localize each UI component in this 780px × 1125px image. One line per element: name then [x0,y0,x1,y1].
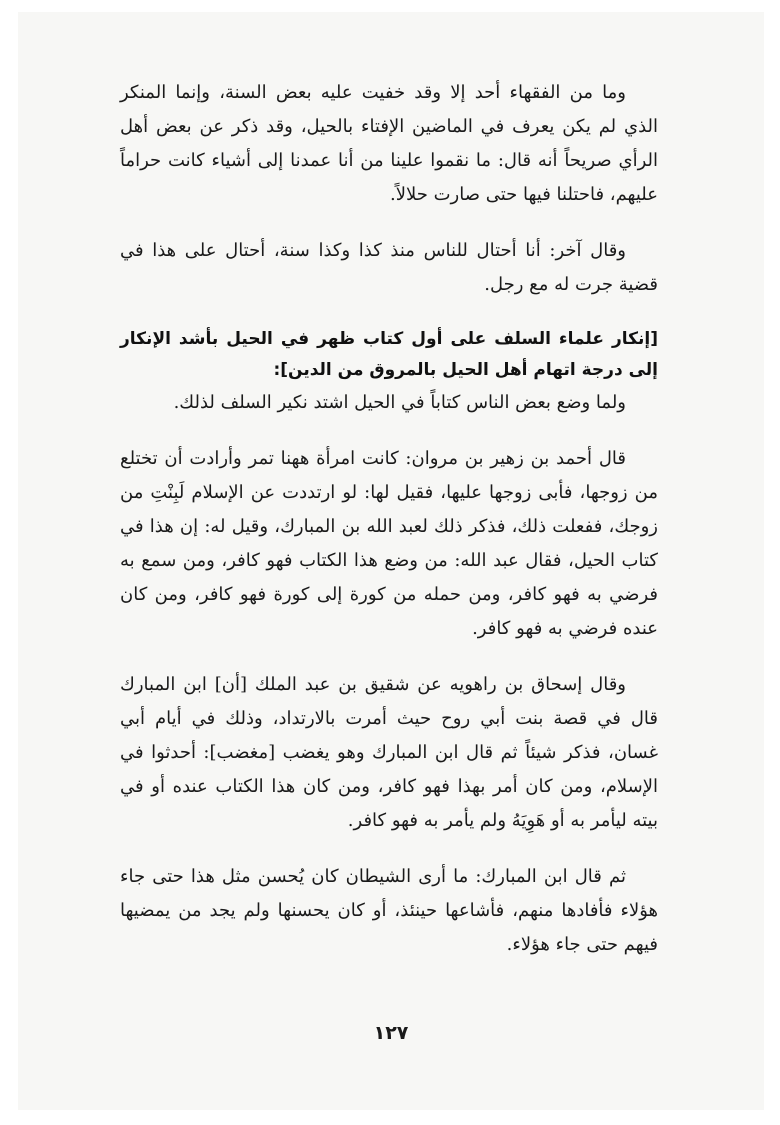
paragraph-5: وقال إسحاق بن راهويه عن شقيق بن عبد الملك [أن] ابن المبارك قال في قصة بنت أبي روح حيث أمرت بالارتداد، وذلك في أيام أبي غسان، فذكر شيئاً ثم قال ابن المبارك وهو يغضب [مغضب]: أحدثوا في الإسلام، ومن كان أمر بهذا فهو كافر، ومن كان هذا الكتاب عنده أو في بيته ليأمر به أو هَوِيَهُ ولم يأمر به فهو كافر. [120,674,658,831]
section-heading: [إنكار علماء السلف على أول كتاب ظهر في الحيل بأشد الإنكار إلى درجة اتهام أهل الحيل بالمروق من الدين]: [120,329,658,380]
paragraph-6: ثم قال ابن المبارك: ما أرى الشيطان كان يُحسن مثل هذا حتى جاء هؤلاء فأفادها منهم، فأشاعها حينئذ، أو كان يحسنها ولم يجد من يمضيها فيهم حتى جاء هؤلاء. [120,866,658,955]
page-number: ١٢٧ [373,1022,409,1044]
paragraph-4: قال أحمد بن زهير بن مروان: كانت امرأة ههنا تمر وأرادت أن تختلع من زوجها، فأبى زوجها عليها، فقيل لها: لو ارتددت عن الإسلام لَبِنْتِ من زوجك، ففعلت ذلك، فذكر ذلك لعبد الله بن المبارك، وقيل له: إن هذا في كتاب الحيل، فقال عبد الله: من وضع هذا الكتاب فهو كافر، ومن سمع به فرضي به فهو كافر، ومن حمله من كورة إلى كورة فهو كافر، ومن كان عنده فرضي به فهو كافر. [120,448,658,639]
paragraph-2: وقال آخر: أنا أحتال للناس منذ كذا وكذا سنة، أحتال على هذا في قضية جرت له مع رجل. [120,240,658,295]
book-page [18,12,764,1110]
page-body [120,76,658,984]
paragraph-1: وما من الفقهاء أحد إلا وقد خفيت عليه بعض السنة، وإنما المنكر الذي لم يكن يعرف في الماضين الإفتاء بالحيل، وقد ذكر عن بعض أهل الرأي صريحاً أنه قال: ما نقموا علينا من أنا عمدنا إلى أشياء كانت حراماً عليهم، فاحتلنا فيها حتى صارت حلالاً. [120,82,658,205]
paragraph-3: ولما وضع بعض الناس كتاباً في الحيل اشتد نكير السلف لذلك. [173,392,626,413]
